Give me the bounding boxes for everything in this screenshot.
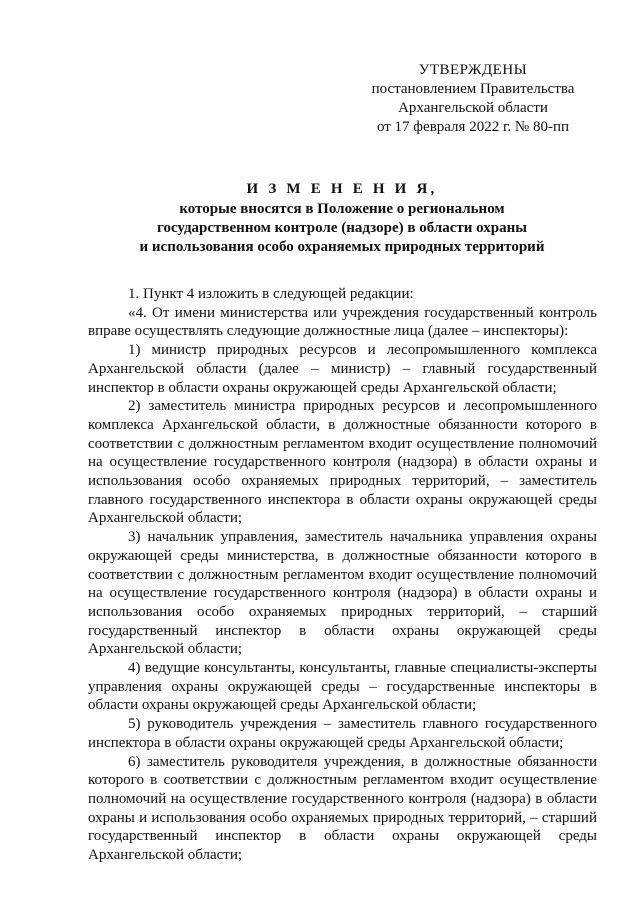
paragraph-list-3: 3) начальник управления, заместитель начальника управления охраны окружающей среды министерства, в должностные обязанности которого в соответствии с должностным регламентом входит осуществление полномочий на осуществление государственного контроля (надзора) в области охраны и использования особо охраняемых природных территорий, – старший государственный инспектор в области охраны окружающей среды Архангельской области; [88,529,597,658]
approval-line-3: от 17 февраля 2022 г. № 80-пп [376,119,570,135]
paragraph-list-6: 6) заместитель руководителя учреждения, в должностные обязанности которого в соответствии с должностным регламентом входит осуществление полномочий на осуществление государственного контроля (надзора) в области охраны и использования особо охраняемых природных территорий, – старший государственный инспектор в области охраны окружающей среды Архангельской области; [88,753,597,864]
paragraph-item-1: 1. Пункт 4 изложить в следующей редакции: [128,286,414,302]
heading-title: И З М Е Н Е Н И Я, [246,181,438,197]
heading-line-3: и использования особо охраняемых природных территорий [139,239,545,255]
approval-line-2: Архангельской области [398,100,548,116]
heading-line-2: государственном контроле (надзоре) в области охраны [157,220,527,236]
approval-line-1: постановлением Правительства [371,81,575,97]
approval-title: УТВЕРЖДЕНЫ [418,62,528,78]
paragraph-list-2: 2) заместитель министра природных ресурсов и лесопромышленного комплекса Архангельской области, в должностные обязанности которого в соответствии с должностным регламентом входит осуществление полномочий на осуществление государственного контроля (надзора) в области охраны и использования особо охраняемых природных территорий, – заместитель главного государственного инспектора в области охраны окружающей среды Архангельской области; [88,398,597,527]
document-body [88,285,597,865]
approval-block [350,61,596,137]
document-heading [88,180,596,257]
paragraph-intro: «4. От имени министерства или учреждения государственный контроль вправе осуществлять следующие должностные лица (далее – инспекторы): [88,304,597,340]
paragraph-list-4: 4) ведущие консультанты, консультанты, главные специалисты-эксперты управления охраны окружающей среды – государственные инспекторы в области охраны окружающей среды Архангельской области; [88,660,597,714]
paragraph-list-1: 1) министр природных ресурсов и лесопромышленного комплекса Архангельской области (далее – министр) – главный государственный инспектор в области охраны окружающей среды Архангельской области; [88,342,597,396]
paragraph-list-5: 5) руководитель учреждения – заместитель главного государственного инспектора в области охраны окружающей среды Архангельской области; [88,716,597,751]
heading-line-1: которые вносятся в Положение о региональном [179,201,505,217]
